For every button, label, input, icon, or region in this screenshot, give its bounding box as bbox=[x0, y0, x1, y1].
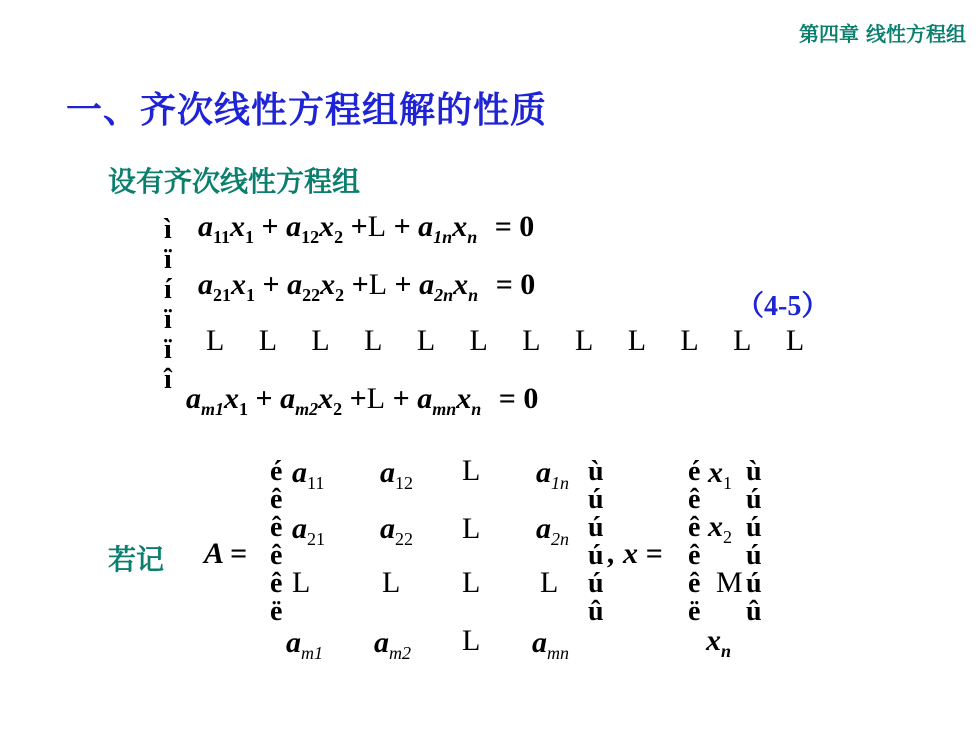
matrix-A-cell: $a_{12}$ bbox=[380, 456, 413, 493]
define-lead: 若记 bbox=[108, 543, 165, 576]
matrix-A-cell: $a_{m2}$ bbox=[374, 626, 411, 663]
matrix-A-cell: L bbox=[462, 454, 481, 487]
matrix-A-cell: $a_{21}$ bbox=[292, 512, 325, 549]
vector-x-entry: $x_1$ bbox=[708, 456, 732, 493]
chapter-header: 第四章 线性方程组 bbox=[799, 22, 966, 46]
matrix-A-label: A = bbox=[204, 537, 247, 570]
vector-x-left-bracket: é ê ê ê ê ë bbox=[688, 456, 701, 627]
section-title: 一、齐次线性方程组解的性质 bbox=[66, 90, 548, 131]
matrix-A-cell: $a_{1n}$ bbox=[536, 456, 569, 493]
matrix-A-cell: $a_{2n}$ bbox=[536, 512, 569, 549]
matrix-A-right-bracket: ù ú ú ú ú û bbox=[588, 456, 604, 627]
vector-x-label: , x = bbox=[608, 537, 663, 570]
matrix-A-cell: $a_{mn}$ bbox=[532, 626, 569, 663]
intro-text: 设有齐次线性方程组 bbox=[108, 165, 361, 198]
system-brace: ì ï í ï ï î bbox=[164, 214, 172, 395]
matrix-A-cell: $a_{m1}$ bbox=[286, 626, 323, 663]
matrix-A-cell: L bbox=[462, 566, 481, 599]
vector-x-entry: $x_2$ bbox=[708, 510, 732, 547]
vector-x-right-bracket: ù ú ú ú ú û bbox=[746, 456, 762, 627]
vector-x-entry: $x_n$ bbox=[706, 624, 732, 661]
matrix-A-cell: L bbox=[462, 624, 481, 657]
matrix-A-left-bracket: é ê ê ê ê ë bbox=[270, 456, 283, 627]
equation-number: （4-5） bbox=[736, 291, 830, 322]
equation-4: $a_{m1}x_1 + a_{m2}x_2 +L + a_{mn}x_n = 0$ bbox=[186, 382, 539, 419]
vector-x-entry: M bbox=[716, 566, 743, 599]
matrix-A-cell: L bbox=[462, 512, 481, 545]
matrix-A-cell: L bbox=[382, 566, 401, 599]
equation-2: $a_{21}x_1 + a_{22}x_2 +L + a_{2n}x_n = 0$ bbox=[198, 268, 536, 305]
matrix-A-cell: L bbox=[292, 566, 311, 599]
equation-1: $a_{11}x_1 + a_{12}x_2 +L + a_{1n}x_n = 0$ bbox=[198, 210, 535, 247]
equation-3-dots: L L L L L L L L L L L L bbox=[206, 324, 819, 357]
matrix-A-cell: $a_{11}$ bbox=[292, 456, 325, 493]
matrix-A-cell: $a_{22}$ bbox=[380, 512, 413, 549]
matrix-A-cell: L bbox=[540, 566, 559, 599]
